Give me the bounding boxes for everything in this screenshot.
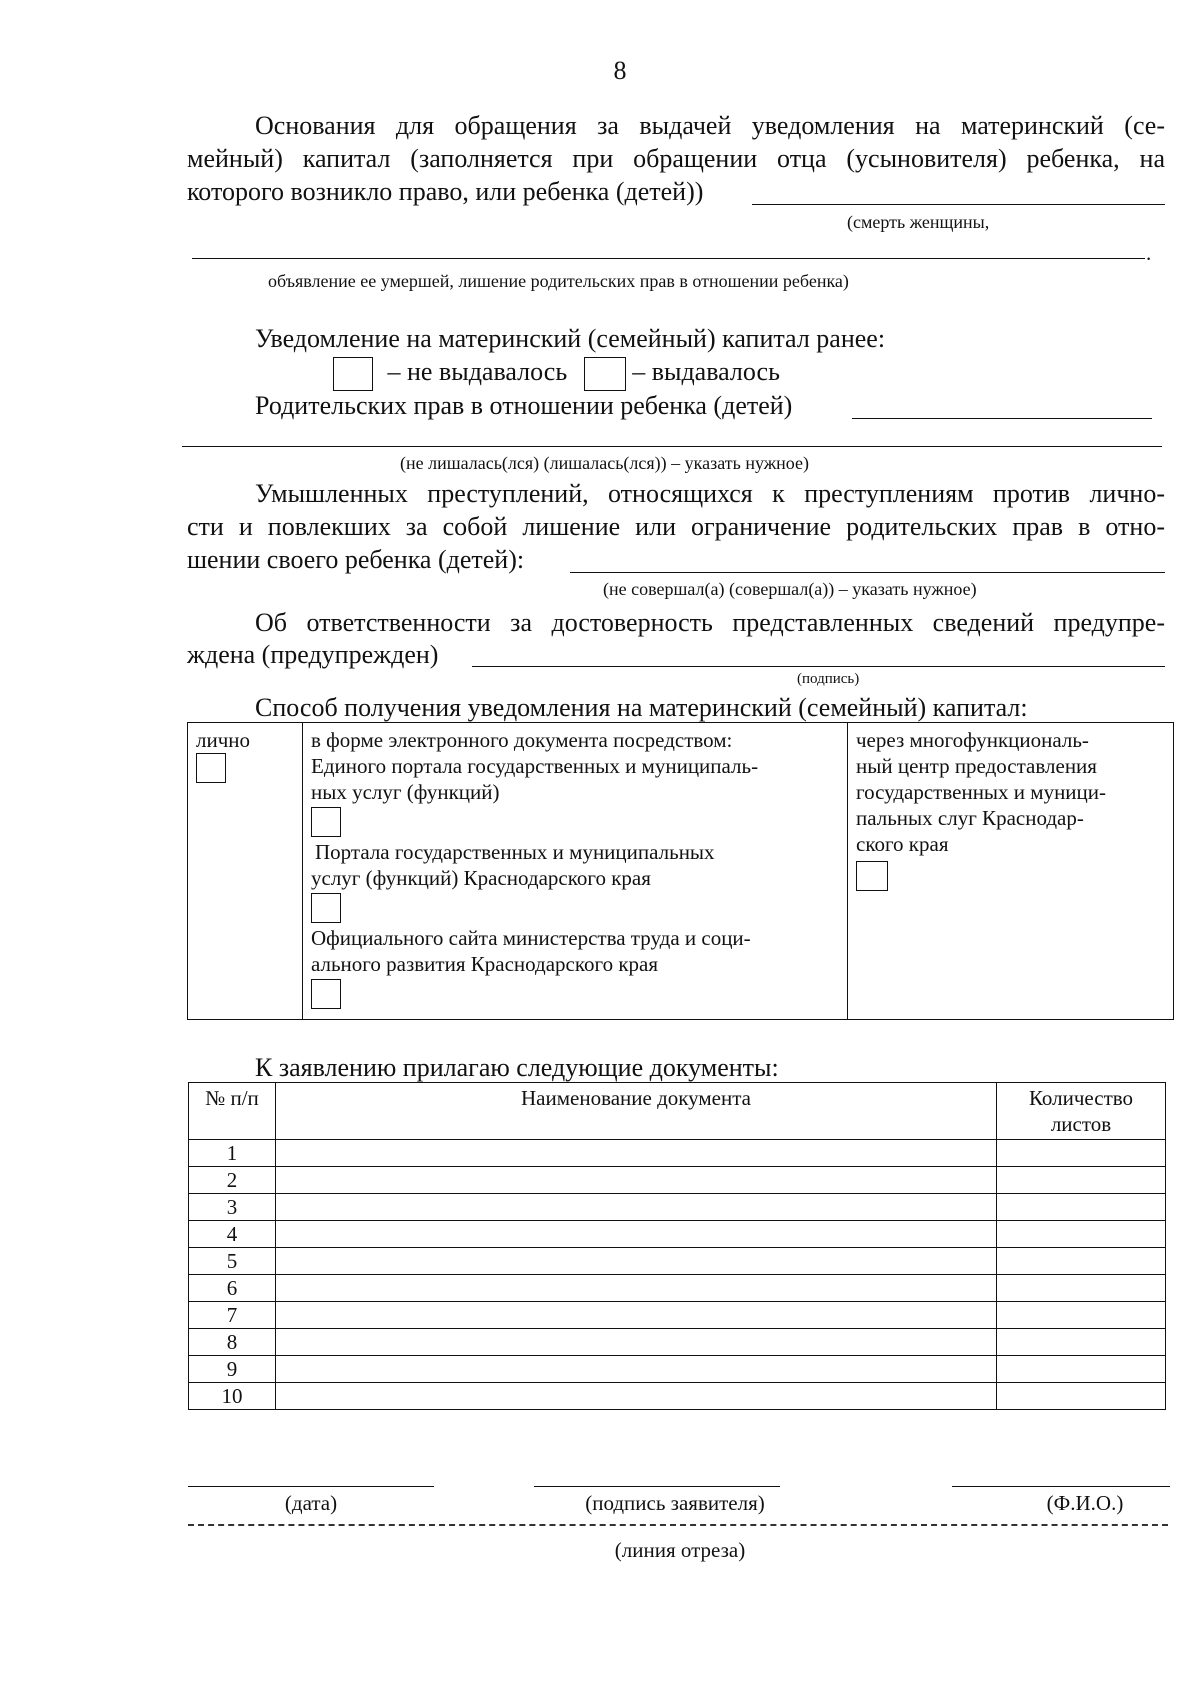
row-document-name-cell[interactable] [276, 1275, 997, 1302]
row-sheets-cell[interactable] [997, 1221, 1166, 1248]
mfc-line-5: ского края [856, 832, 949, 856]
documents-title: К заявлению прилагаю следующие документы: [255, 1053, 779, 1082]
in-person-checkbox[interactable] [196, 753, 226, 783]
grounds-period: . [1146, 241, 1152, 265]
electronic-option-1-line-1: Единого портала государственных и муниципаль- [311, 754, 759, 778]
crimes-hint: (не совершал(а) (совершал(а)) – указать нужное) [603, 579, 977, 599]
row-sheets-cell[interactable] [997, 1356, 1166, 1383]
electronic-intro: в форме электронного документа посредством: [311, 728, 733, 752]
header-document-name: Наименование документа [276, 1083, 997, 1140]
table-row [189, 1302, 1166, 1329]
not-issued-label: – не выдавалось [387, 357, 568, 386]
parental-rights-input-line-2[interactable] [182, 446, 1162, 447]
grounds-line-1: Основания для обращения за выдачей уведомления на материнский (се- [255, 111, 1165, 140]
row-document-name-cell[interactable] [276, 1194, 997, 1221]
previous-notice-label: Уведомление на материнский (семейный) капитал ранее: [255, 324, 886, 353]
row-number-cell: 7 [189, 1302, 276, 1329]
unified-portal-checkbox[interactable] [311, 807, 341, 837]
method-table [187, 722, 1174, 1020]
grounds-line-2: мейный) капитал (заполняется при обращении отца (усыновителя) ребенка, на [187, 144, 1165, 173]
documents-table [188, 1082, 1166, 1410]
row-number-cell: 9 [189, 1356, 276, 1383]
date-caption: (дата) [284, 1491, 338, 1515]
row-sheets-cell[interactable] [997, 1167, 1166, 1194]
crimes-line-2: сти и повлекших за собой лишение или ограничение родительских прав в отно- [187, 512, 1165, 541]
table-row [189, 1221, 1166, 1248]
table-row [189, 1167, 1166, 1194]
previous-notice-options [333, 356, 780, 391]
table-row [189, 1275, 1166, 1302]
method-title: Способ получения уведомления на материнский (семейный) капитал: [255, 693, 1028, 722]
responsibility-line-1: Об ответственности за достоверность представленных сведений предупре- [255, 608, 1165, 637]
row-document-name-cell[interactable] [276, 1356, 997, 1383]
issued-checkbox[interactable] [584, 357, 626, 391]
page-number: 8 [613, 56, 627, 85]
responsibility-hint: (подпись) [797, 671, 860, 687]
date-line[interactable] [188, 1486, 434, 1487]
row-document-name-cell[interactable] [276, 1383, 997, 1410]
header-sheets: Количество листов [997, 1083, 1166, 1140]
table-row [189, 1248, 1166, 1275]
row-sheets-cell[interactable] [997, 1248, 1166, 1275]
parental-rights-input-line[interactable] [852, 418, 1152, 419]
electronic-option-2-line-1: Портала государственных и муниципальных [315, 840, 715, 864]
row-document-name-cell[interactable] [276, 1167, 997, 1194]
issued-label: – выдавалось [632, 357, 780, 386]
electronic-option-3-line-2: ального развития Краснодарского края [311, 952, 659, 976]
electronic-option-1-line-2: ных услуг (функций) [311, 780, 500, 804]
header-number: № п/п [189, 1083, 276, 1140]
grounds-hint-2: объявление ее умершей, лишение родительских прав в отношении ребенка) [268, 271, 849, 291]
mfc-line-4: пальных слуг Краснодар- [856, 806, 1084, 830]
cut-line-caption: (линия отреза) [614, 1538, 746, 1562]
row-sheets-cell[interactable] [997, 1383, 1166, 1410]
method-mfc-cell [848, 723, 1174, 1020]
cut-line [188, 1524, 1168, 1526]
grounds-input-line[interactable] [752, 204, 1165, 205]
row-document-name-cell[interactable] [276, 1140, 997, 1167]
row-number-cell: 1 [189, 1140, 276, 1167]
parental-rights-hint: (не лишалась(лся) (лишалась(лся)) – указать нужное) [400, 453, 810, 473]
row-number-cell: 3 [189, 1194, 276, 1221]
method-in-person-cell [188, 723, 303, 1020]
row-number-cell: 5 [189, 1248, 276, 1275]
ministry-site-checkbox[interactable] [311, 979, 341, 1009]
fio-caption: (Ф.И.О.) [1046, 1491, 1124, 1515]
mfc-checkbox[interactable] [856, 861, 888, 891]
row-sheets-cell[interactable] [997, 1329, 1166, 1356]
row-document-name-cell[interactable] [276, 1221, 997, 1248]
row-document-name-cell[interactable] [276, 1329, 997, 1356]
electronic-option-3-line-1: Официального сайта министерства труда и соци- [311, 926, 751, 950]
not-issued-checkbox[interactable] [333, 357, 373, 391]
grounds-hint-1: (смерть женщины, [847, 212, 990, 232]
row-sheets-cell[interactable] [997, 1302, 1166, 1329]
row-number-cell: 4 [189, 1221, 276, 1248]
electronic-option-2-line-2: услуг (функций) Краснодарского края [311, 866, 651, 890]
row-number-cell: 2 [189, 1167, 276, 1194]
mfc-line-1: через многофункциональ- [856, 728, 1089, 752]
row-sheets-cell[interactable] [997, 1140, 1166, 1167]
row-number-cell: 8 [189, 1329, 276, 1356]
signature-line[interactable] [534, 1486, 780, 1487]
table-row [189, 1194, 1166, 1221]
row-number-cell: 6 [189, 1275, 276, 1302]
regional-portal-checkbox[interactable] [311, 893, 341, 923]
table-row [189, 1383, 1166, 1410]
table-row [189, 1140, 1166, 1167]
crimes-line-3: шении своего ребенка (детей): [187, 545, 525, 574]
row-document-name-cell[interactable] [276, 1302, 997, 1329]
grounds-line-3: которого возникло право, или ребенка (детей)) [187, 177, 704, 206]
in-person-label: лично [196, 728, 251, 752]
grounds-input-line-2[interactable] [192, 258, 1145, 259]
documents-header-row [189, 1083, 1166, 1140]
table-row [189, 1329, 1166, 1356]
crimes-input-line[interactable] [570, 572, 1165, 573]
row-number-cell: 10 [189, 1383, 276, 1410]
crimes-line-1: Умышленных преступлений, относящихся к преступлениям против лично- [255, 479, 1165, 508]
row-document-name-cell[interactable] [276, 1248, 997, 1275]
row-sheets-cell[interactable] [997, 1194, 1166, 1221]
parental-rights-label: Родительских прав в отношении ребенка (детей) [255, 391, 793, 420]
table-row [189, 1356, 1166, 1383]
row-sheets-cell[interactable] [997, 1275, 1166, 1302]
signature-caption: (подпись заявителя) [585, 1491, 765, 1515]
mfc-line-2: ный центр предоставления [856, 754, 1097, 778]
fio-line[interactable] [952, 1486, 1170, 1487]
mfc-line-3: государственных и муници- [856, 780, 1107, 804]
responsibility-signature-line[interactable] [472, 666, 1165, 667]
responsibility-line-2: ждена (предупрежден) [187, 640, 439, 669]
method-electronic-cell [303, 723, 848, 1020]
